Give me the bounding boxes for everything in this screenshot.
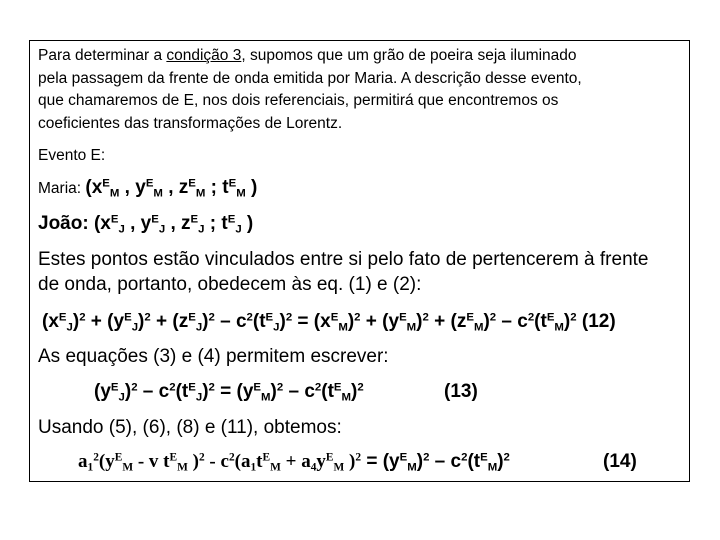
equation-14: $a_1^2(y^E_M$ - v $t^E_M$ )$^2 - c^2(a_1t^E_M + a_4y^E_M$ )$^2 = (y^E_M)^2 - c^2(t^E_M)^2$ bbox=[78, 451, 510, 474]
intro-line-2: pela passagem da frente de onda emitida por Maria. A descrição desse evento, bbox=[38, 70, 582, 87]
equation-12-number: (12) bbox=[581, 311, 616, 332]
equation-14-number: (14) bbox=[603, 451, 637, 472]
intro-line-4: coeficientes das transformações de Lorentz. bbox=[38, 115, 343, 132]
event-label: Evento E: bbox=[38, 147, 106, 164]
text-usando: Usando (5), (6), (8) e (11), obtemos: bbox=[38, 417, 342, 438]
text-equations-3-4: As equações (3) e (4) permitem escrever: bbox=[38, 346, 389, 367]
maria-coordinates: Maria: ($x^E_M$ , $y^E_M$ , $z^E_M$ ; $t^E_M$ ) bbox=[38, 177, 258, 200]
paragraph2-line-2: de onda, portanto, obedecem às eq. (1) e (2): bbox=[38, 274, 422, 295]
equation-12: $(x^E_J)^2 + (y^E_J)^2 + (z^E_J)^2 - c^2(t^E_J)^2 = (x^E_M)^2 + (y^E_M)^2 + (z^E_M)^2 - c^2(t^E_M)^2$ (12) bbox=[42, 311, 616, 334]
equation-13-number: (13) bbox=[444, 381, 478, 402]
intro-line-1: Para determinar a condição 3, supomos que um grão de poeira seja iluminado bbox=[38, 47, 577, 64]
equation-13: $(y^E_J)^2 - c^2(t^E_J)^2 = (y^E_M)^2 - c^2(t^E_M)^2$ bbox=[94, 381, 364, 404]
document-frame bbox=[29, 40, 690, 482]
joao-coordinates: João: ($x^E_J$ , $y^E_J$ , $z^E_J$ ; $t^E_J$ ) bbox=[38, 213, 254, 236]
intro-line-3: que chamaremos de E, nos dois referenciais, permitirá que encontremos os bbox=[38, 92, 559, 109]
paragraph2-line-1: Estes pontos estão vinculados entre si pelo fato de pertencerem à frente bbox=[38, 249, 649, 270]
condition-link-text: condição 3 bbox=[166, 47, 242, 64]
